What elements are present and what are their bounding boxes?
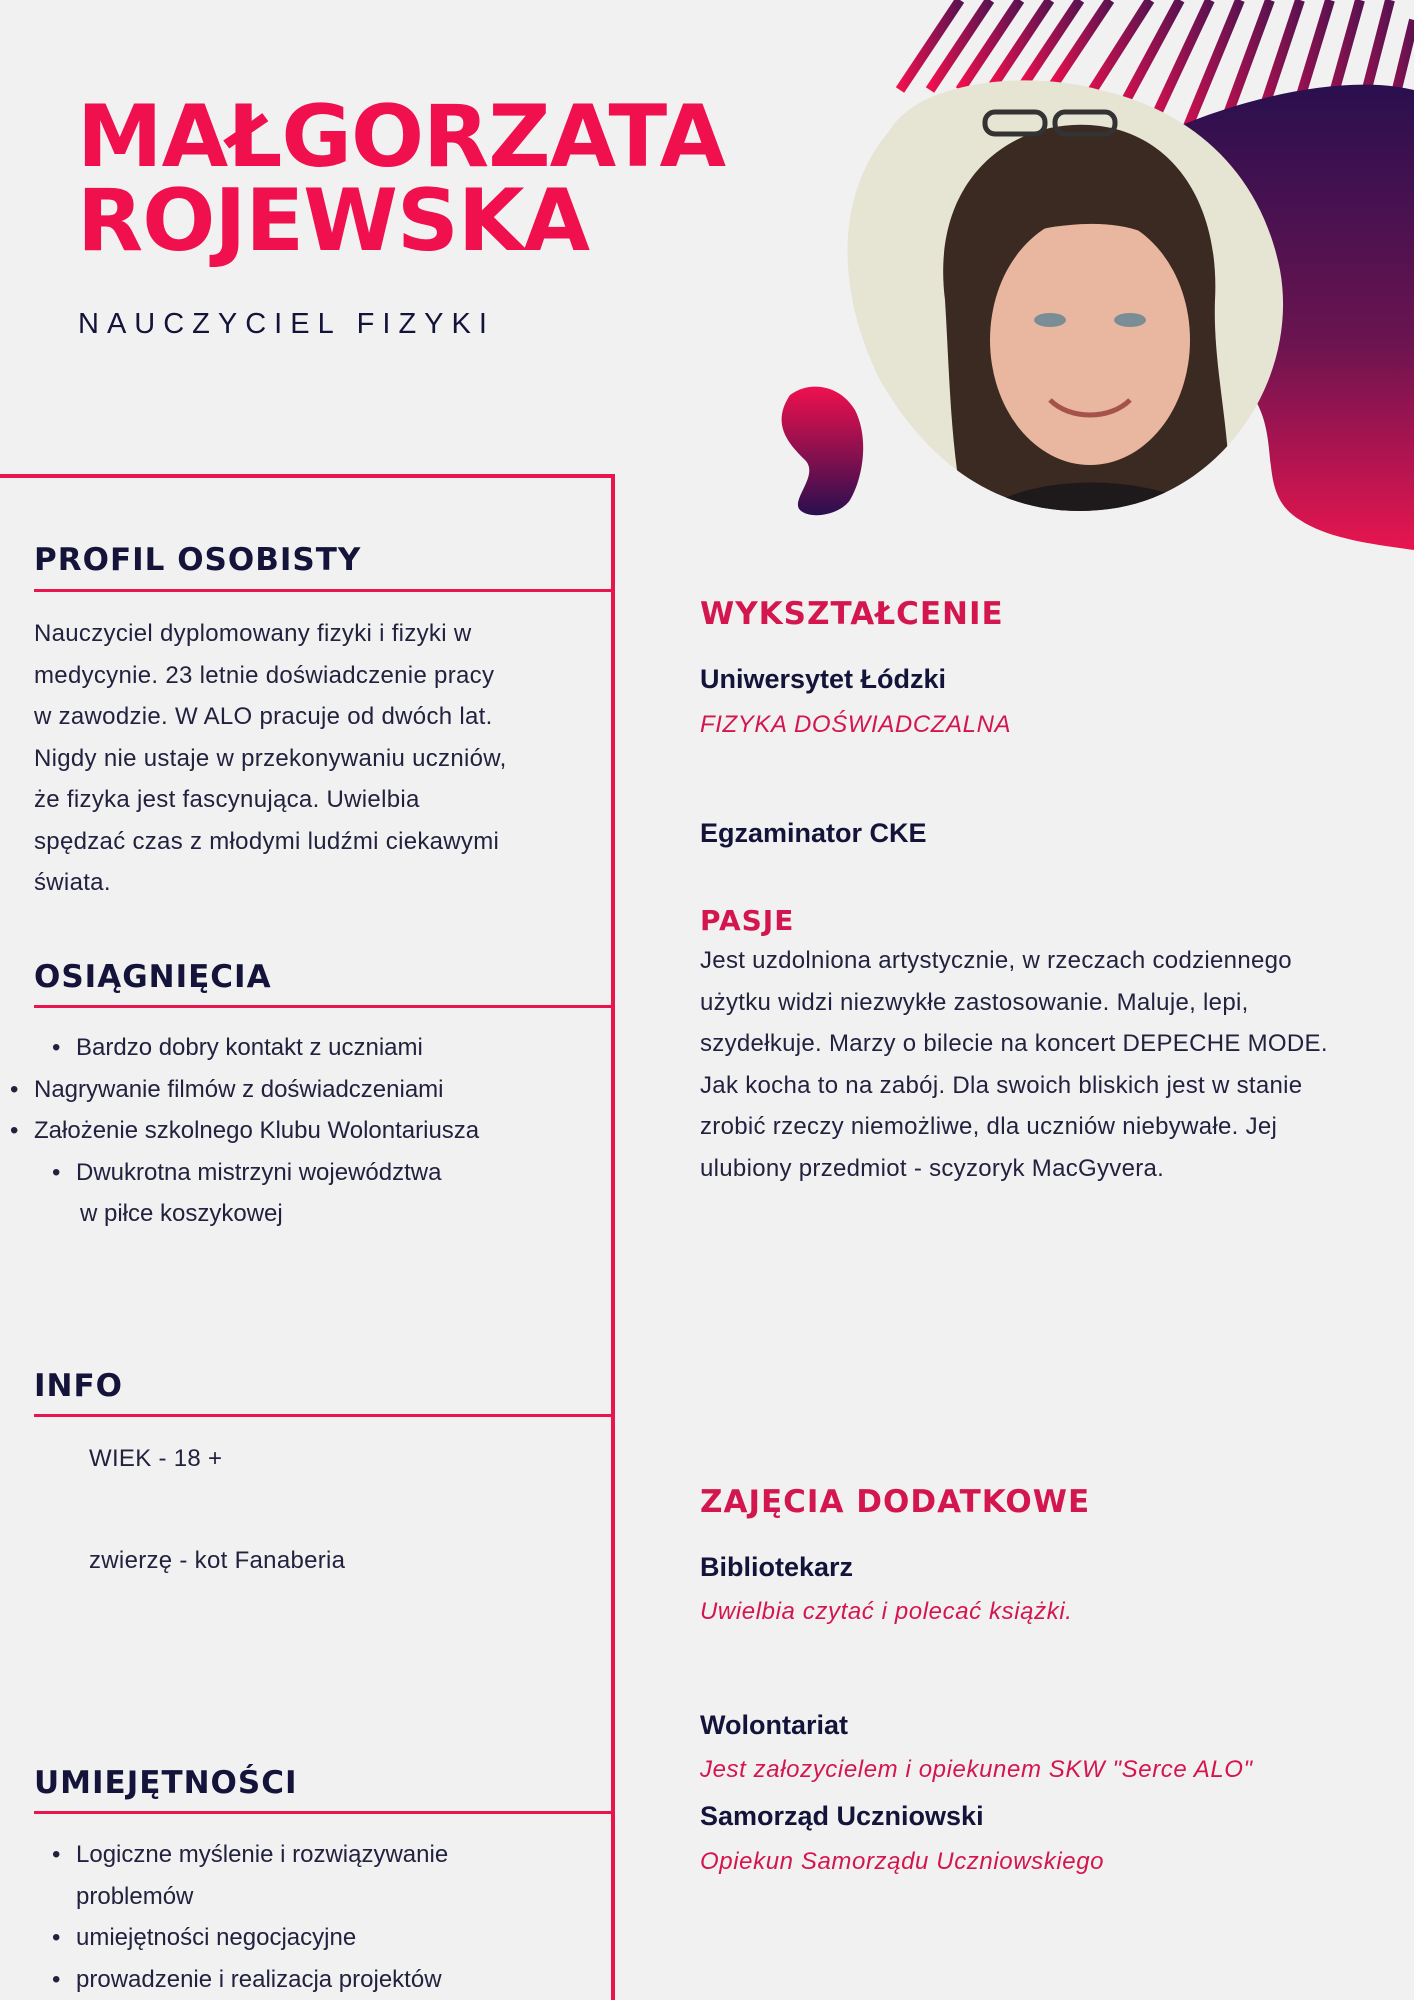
skills-heading: UMIEJĘTNOŚCI <box>34 1765 298 1801</box>
passions-text <box>700 940 1328 1189</box>
achievements-heading: OSIĄGNIĘCIA <box>34 959 272 995</box>
achievements-rule <box>34 1005 611 1008</box>
passions-line: szydełkuje. Marzy o bilecie na koncert DEPECHE MODE. <box>700 1030 1328 1057</box>
info-rule <box>34 1414 611 1417</box>
list-item: • Dwukrotna mistrzyni województwa <box>76 1152 479 1194</box>
skills-rule <box>34 1811 611 1814</box>
profile-line: medycynie. 23 letnie doświadczenie pracy <box>34 661 495 689</box>
passions-line: Jest uzdolniona artystycznie, w rzeczach codziennego <box>700 947 1292 974</box>
activity-desc: Jest załozycielem i opiekunem SKW "Serce ALO" <box>700 1756 1253 1783</box>
list-item-continuation: w piłce koszykowej <box>80 1200 283 1227</box>
activities-heading: ZAJĘCIA DODATKOWE <box>700 1484 1091 1520</box>
passions-heading: PASJE <box>700 904 795 937</box>
last-name: ROJEWSKA <box>77 171 590 271</box>
hero-graphic <box>770 0 1414 620</box>
job-title: NAUCZYCIEL FIZYKI <box>78 308 495 340</box>
small-blob <box>782 387 864 516</box>
list-item: • Bardzo dobry kontakt z uczniami <box>76 1027 479 1069</box>
left-frame-divider <box>611 474 615 2000</box>
skills-list <box>0 1834 448 2000</box>
profile-line: w zawodzie. W ALO pracuje od dwóch lat. <box>34 703 493 730</box>
profile-line: świata. <box>34 869 111 896</box>
activity-name: Wolontariat <box>700 1710 848 1740</box>
profile-line: Nauczyciel dyplomowany fizyki i fizyki w <box>34 620 472 647</box>
activity-name: Samorząd Uczniowski <box>700 1801 984 1831</box>
education-extra: Egzaminator CKE <box>700 818 927 848</box>
profile-line: że fizyka jest fascynująca. Uwielbia <box>34 786 420 813</box>
profile-line: Nigdy nie ustaje w przekonywaniu uczniów, <box>34 744 507 772</box>
profile-rule <box>34 589 611 592</box>
list-item: • umiejętności negocjacyjne <box>76 1917 448 1959</box>
passions-line: użytku widzi niezwykłe zastosowanie. Maluje, lepi, <box>700 988 1249 1016</box>
list-item: • Logiczne myślenie i rozwiązywanie <box>76 1834 448 1876</box>
profile-line: spędzać czas z młodymi ludźmi ciekawymi <box>34 827 500 855</box>
passions-line: Jak kocha to na zabój. Dla swoich bliskich jest w stanie <box>700 1071 1303 1099</box>
education-heading: WYKSZTAŁCENIE <box>700 596 1004 632</box>
list-item: • Nagrywanie filmów z doświadczeniami <box>34 1069 479 1111</box>
passions-line: zrobić rzeczy niemożliwe, dla uczniów niebywałe. Jej <box>700 1113 1278 1140</box>
person-name <box>77 87 726 271</box>
left-frame-top <box>0 474 615 478</box>
education-school: Uniwersytet Łódzki <box>700 664 947 694</box>
profile-text <box>34 613 507 904</box>
education-field: FIZYKA DOŚWIADCZALNA <box>700 711 1012 738</box>
info-age: WIEK - 18 + <box>89 1445 223 1472</box>
activity-desc: Uwielbia czytać i polecać książki. <box>700 1598 1073 1625</box>
info-heading: INFO <box>34 1368 124 1404</box>
list-item-continuation: problemów <box>76 1882 194 1910</box>
info-pet: zwierzę - kot Fanaberia <box>89 1547 346 1574</box>
first-name: MAŁGORZATA <box>77 87 726 187</box>
list-item: • prowadzenie i realizacja projektów <box>76 1959 448 2000</box>
list-item: • Założenie szkolnego Klubu Wolontariusza <box>34 1110 479 1152</box>
activity-desc: Opiekun Samorządu Uczniowskiego <box>700 1848 1105 1875</box>
achievements-list <box>0 1027 479 1235</box>
profile-heading: PROFIL OSOBISTY <box>34 542 362 578</box>
activity-name: Bibliotekarz <box>700 1552 854 1582</box>
passions-line: ulubiony przedmiot - scyzoryk MacGyvera. <box>700 1154 1165 1182</box>
